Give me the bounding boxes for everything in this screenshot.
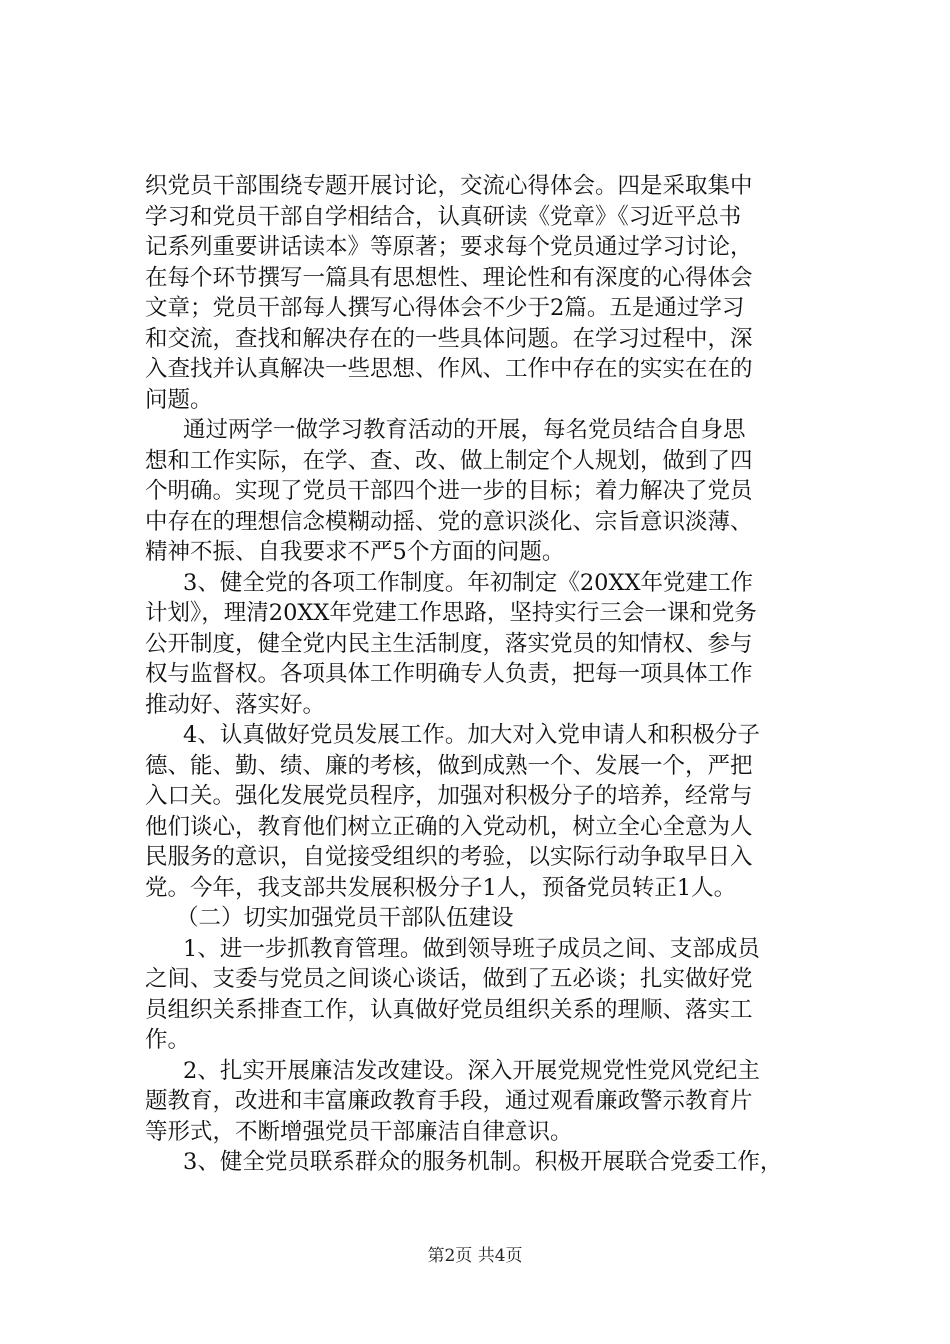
body-text-line: 问题。 — [145, 386, 213, 413]
body-text-line: 之间、支委与党员之间谈心谈话，做到了五必谈；扎实做好党 — [145, 966, 753, 992]
body-text-line: 等形式，不断增强党员干部廉洁自律意识。 — [145, 1118, 573, 1145]
paragraph-first-line: 3、健全党员联系群众的服务机制。积极开展联合党委工作， — [183, 1149, 783, 1175]
body-text-line: 记系列重要讲话读本》等原著；要求每个党员通过学习讨论， — [145, 234, 753, 260]
body-text-line: 公开制度，健全党内民主生活制度，落实党员的知情权、参与 — [145, 630, 753, 657]
body-text-line: 党。今年，我支部共发展积极分子1人，预备党员转正1人。 — [145, 874, 737, 901]
body-text-line: 题教育，改进和丰富廉政教育手段，通过观看廉政警示教育片 — [145, 1088, 753, 1114]
body-text-line: 员组织关系排查工作，认真做好党员组织关系的理顺、落实工 — [145, 996, 753, 1023]
body-text-line: 在每个环节撰写一篇具有思想性、理论性和有深度的心得体会 — [145, 264, 753, 291]
body-text-line: 计划》，理清20XX年党建工作思路，坚持实行三会一课和党务 — [145, 600, 757, 626]
paragraph-first-line: 4、认真做好党员发展工作。加大对入党申请人和积极分子 — [183, 722, 760, 748]
body-text-line: 个明确。实现了党员干部四个进一步的目标；着力解决了党员 — [145, 478, 753, 504]
body-text-line: 精神不振、自我要求不严5个方面的问题。 — [145, 539, 565, 565]
body-text-line: 入查找并认真解决一些思想、作风、工作中存在的实实在在的 — [145, 356, 753, 382]
body-text-line: 权与监督权。各项具体工作明确专人负责，把每一项具体工作 — [145, 661, 753, 687]
paragraph-first-line: 通过两学一做学习教育活动的开展，每名党员结合自身思 — [183, 417, 746, 443]
page-footer: 第2页 共4页 — [427, 1246, 523, 1266]
body-text-line: 和交流，查找和解决存在的一些具体问题。在学习过程中，深 — [145, 325, 753, 352]
paragraph-first-line: 2、扎实开展廉洁发改建设。深入开展党规党性党风党纪主 — [183, 1057, 760, 1084]
body-text-line: 文章；党员干部每人撰写心得体会不少于2篇。五是通过学习 — [145, 295, 745, 321]
body-text-line: 民服务的意识，自觉接受组织的考验，以实际行动争取早日入 — [145, 844, 753, 870]
body-text-line: 德、能、勤、绩、廉的考核，做到成熟一个、发展一个，严把 — [145, 752, 753, 779]
paragraph-first-line: 3、健全党的各项工作制度。年初制定《20XX年党建工作 — [183, 569, 753, 596]
body-text-line: 中存在的理想信念模糊动摇、党的意识淡化、宗旨意识淡薄、 — [145, 508, 753, 535]
paragraph-first-line: 1、进一步抓教育管理。做到领导班子成员之间、支部成员 — [183, 935, 760, 962]
body-text-line: 想和工作实际，在学、查、改、做上制定个人规划，做到了四 — [145, 447, 753, 474]
body-text-line: 入口关。强化发展党员程序，加强对积极分子的培养，经常与 — [145, 783, 753, 809]
section-heading: （二）切实加强党员干部队伍建设 — [176, 905, 514, 931]
body-text-line: 学习和党员干部自学相结合，认真研读《党章》《习近平总书 — [145, 203, 742, 230]
body-text-line: 织党员干部围绕专题开展讨论，交流心得体会。四是采取集中 — [145, 173, 753, 199]
body-text-line: 作。 — [145, 1027, 191, 1053]
body-text-line: 推动好、落实好。 — [145, 691, 326, 718]
body-text-line: 他们谈心，教育他们树立正确的入党动机，树立全心全意为人 — [145, 813, 753, 840]
